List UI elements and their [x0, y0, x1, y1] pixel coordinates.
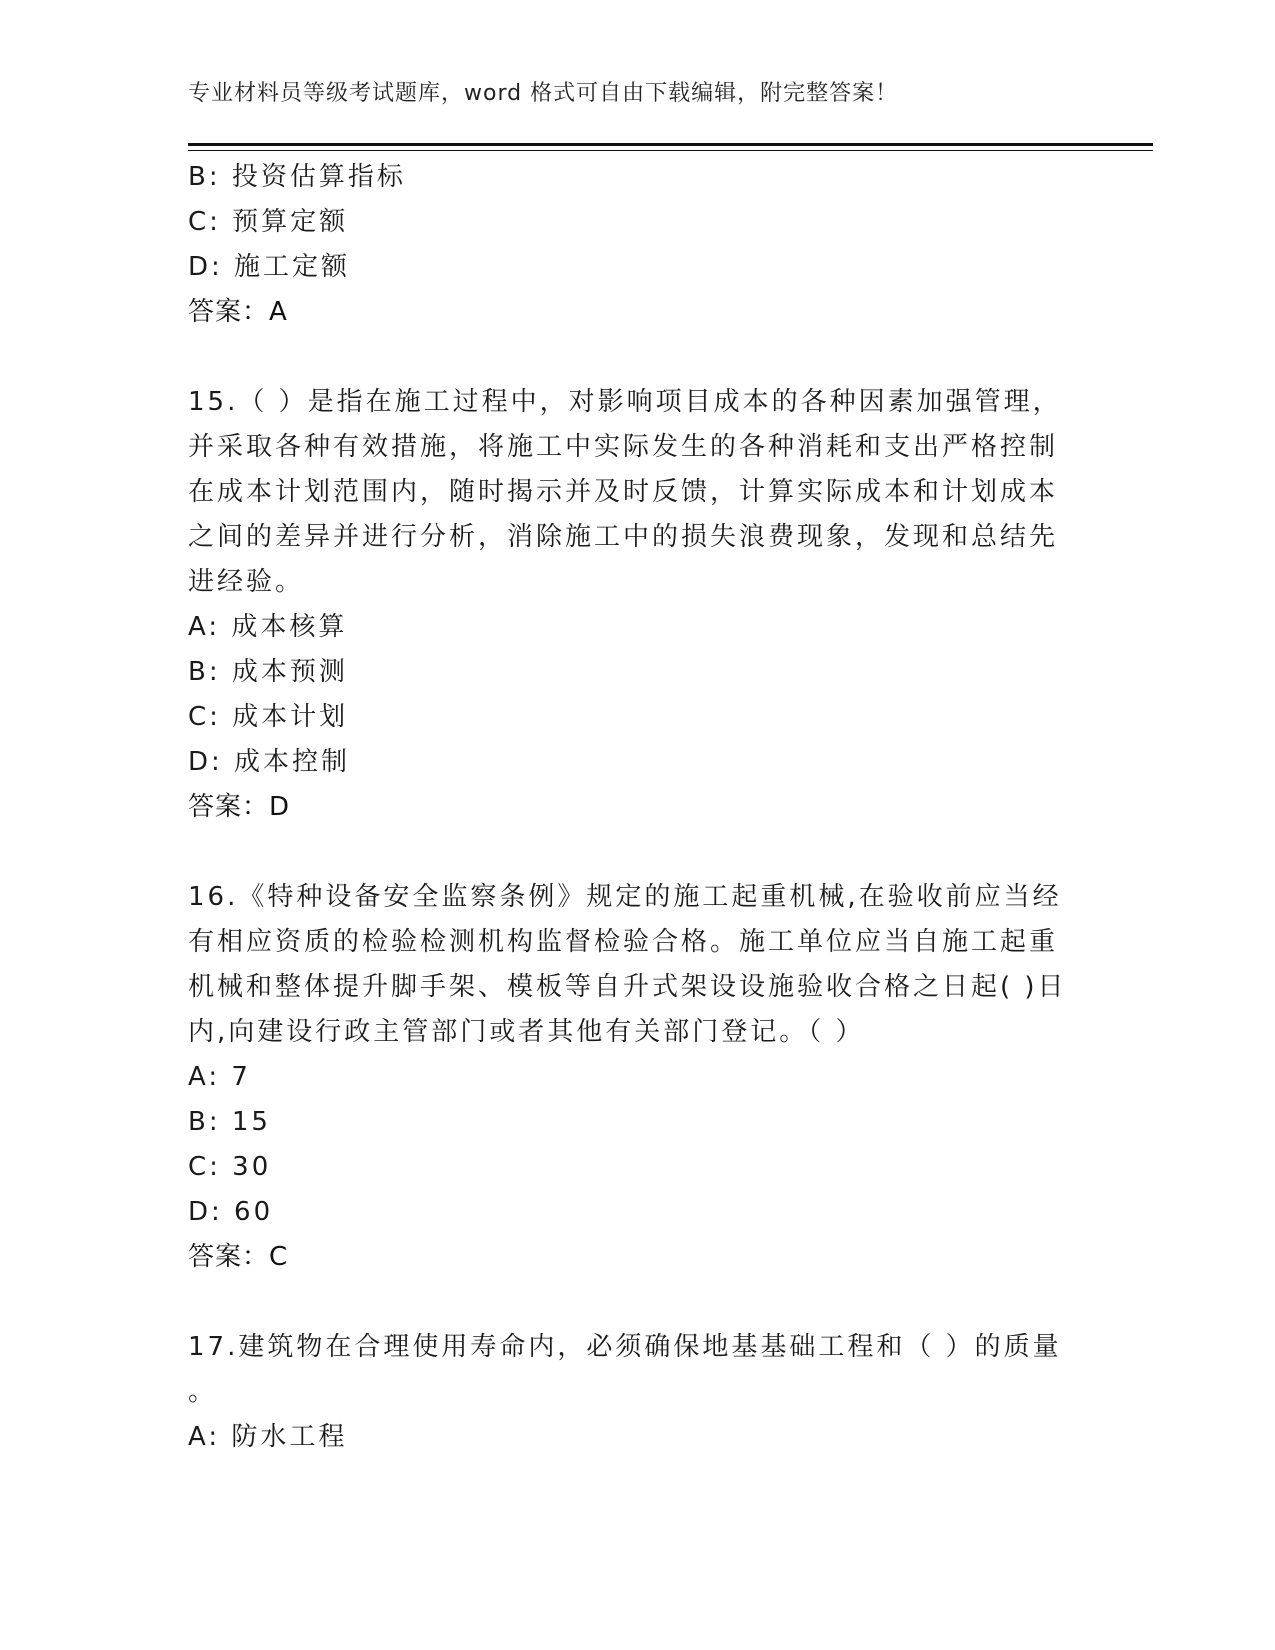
option-b: B: 投资估算指标	[188, 162, 406, 192]
option-a: A: 7	[188, 1062, 251, 1092]
question-17	[188, 1325, 1088, 1460]
option-d: D: 60	[188, 1197, 274, 1227]
option-d: D: 施工定额	[188, 252, 351, 282]
header-rule-thin	[188, 150, 1153, 151]
question-stem-line: 机械和整体提升脚手架、模板等自升式架设设施验收合格之日起( )日	[188, 972, 1067, 1002]
option-d: D: 成本控制	[188, 747, 351, 777]
spacer	[188, 1280, 1088, 1325]
answer: 答案：A	[188, 297, 288, 327]
question-stem-line: 进经验。	[188, 567, 305, 597]
answer: 答案：D	[188, 792, 291, 822]
question-content	[188, 155, 1088, 1460]
question-15	[188, 380, 1088, 830]
option-a: A: 防水工程	[188, 1422, 348, 1452]
question-stem-line: 15.（ ）是指在施工过程中，对影响项目成本的各种因素加强管理，	[188, 387, 1062, 417]
spacer	[188, 335, 1088, 380]
option-b: B: 成本预测	[188, 657, 348, 687]
question-stem-line: 16.《特种设备安全监察条例》规定的施工起重机械,在验收前应当经	[188, 882, 1062, 912]
page-header: 专业材料员等级考试题库，word 格式可自由下载编辑，附完整答案！	[188, 81, 899, 106]
option-c: C: 预算定额	[188, 207, 349, 237]
question-stem-line: 17.建筑物在合理使用寿命内，必须确保地基基础工程和（ ）的质量	[188, 1332, 1062, 1362]
question-16	[188, 875, 1088, 1280]
question-stem-line: 在成本计划范围内，随时揭示并及时反馈，计算实际成本和计划成本	[188, 477, 1059, 507]
question-stem-line: 。	[188, 1377, 218, 1407]
question-stem-line: 内,向建设行政主管部门或者其他有关部门登记。（ ）	[188, 1017, 865, 1047]
question-14-tail	[188, 155, 1088, 335]
option-c: C: 30	[188, 1152, 272, 1182]
spacer	[188, 830, 1088, 875]
question-stem-line: 之间的差异并进行分析，消除施工中的损失浪费现象，发现和总结先	[188, 522, 1059, 552]
question-stem-line: 有相应资质的检验检测机构监督检验合格。施工单位应当自施工起重	[188, 927, 1059, 957]
option-b: B: 15	[188, 1107, 271, 1137]
answer: 答案：C	[188, 1242, 289, 1272]
option-a: A: 成本核算	[188, 612, 348, 642]
option-c: C: 成本计划	[188, 702, 349, 732]
header-rule-thick	[188, 143, 1153, 146]
question-stem-line: 并采取各种有效措施，将施工中实际发生的各种消耗和支出严格控制	[188, 432, 1059, 462]
